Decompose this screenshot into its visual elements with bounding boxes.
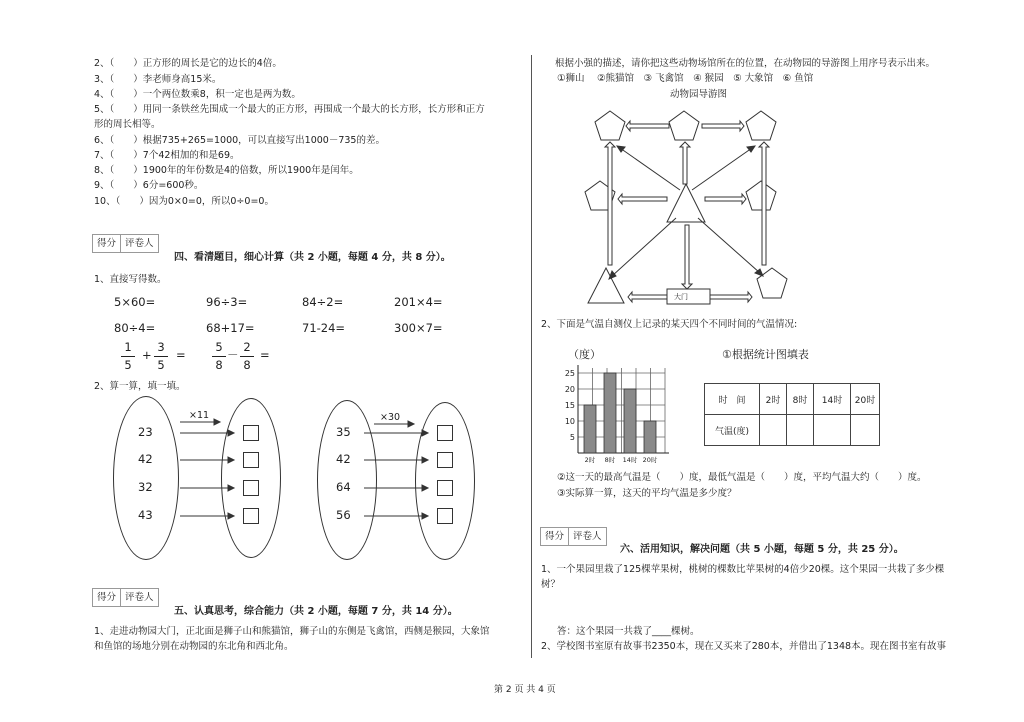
table-input-cell[interactable] — [851, 415, 880, 446]
input-number: 32 — [138, 480, 153, 494]
y-tick-label: 25 — [564, 369, 575, 378]
answer-box[interactable] — [243, 480, 259, 496]
calc-item: 84÷2= — [302, 295, 344, 309]
numerator: 5 — [215, 340, 223, 354]
zoo-legend: ①狮山 ②熊猫馆 ③ 飞禽馆 ④ 猴园 ⑤ 大象馆 ⑥ 鱼馆 — [557, 73, 814, 84]
input-number: 43 — [138, 508, 153, 522]
answer-box[interactable] — [243, 508, 259, 524]
denominator: 8 — [215, 358, 223, 372]
pentagon-ne — [746, 111, 776, 140]
score-box — [92, 588, 159, 607]
pentagon-nw — [595, 111, 625, 140]
score-box — [92, 234, 159, 253]
fraction — [240, 340, 254, 373]
temperature-q2: ②这一天的最高气温是（ ）度，最低气温是（ ）度，平均气温大约（ ）度。 — [557, 472, 927, 483]
temperature-q3: ③实际算一算，这天的平均气温是多少度？ — [557, 488, 737, 499]
score-label: 得分 — [541, 528, 569, 545]
denominator: 5 — [124, 358, 132, 372]
bar — [584, 405, 596, 453]
x-tick-label: 14时 — [622, 456, 638, 464]
operator: + — [142, 348, 152, 362]
x-tick-label: 20时 — [642, 456, 658, 464]
input-number: 42 — [336, 452, 351, 466]
table-header-cell: 14时 — [814, 384, 851, 415]
column-divider — [531, 55, 532, 658]
chart-unit: （度） — [568, 348, 601, 361]
calc-item: 96÷3= — [206, 295, 248, 309]
calc-item: 300×7= — [394, 321, 443, 335]
output-ellipse — [221, 398, 281, 558]
section4-q2: 2、算一算，填一填。 — [94, 381, 186, 392]
zoo-map-title: 动物园导游图 — [670, 89, 728, 100]
grader-label: 评卷人 — [125, 238, 154, 249]
answer-box[interactable] — [437, 425, 453, 441]
fraction — [154, 340, 168, 373]
denominator: 5 — [157, 358, 165, 372]
denominator: 8 — [243, 358, 251, 372]
table-task: ①根据统计图填表 — [722, 348, 809, 361]
judge-item: 形的周长相等。 — [94, 119, 161, 130]
operation-label: ×11 — [189, 410, 210, 421]
section4-title: 四、看清题目，细心计算（共 2 小题，每题 4 分，共 8 分）。 — [174, 252, 451, 263]
answer-box[interactable] — [243, 425, 259, 441]
sw-triangle — [588, 268, 624, 303]
grader-label: 评卷人 — [125, 592, 154, 603]
table-input-cell[interactable] — [814, 415, 851, 446]
bar — [604, 373, 616, 453]
x-tick-label: 2时 — [584, 456, 596, 464]
table-input-cell[interactable] — [787, 415, 814, 446]
table-input-cell[interactable] — [760, 415, 787, 446]
fraction — [121, 340, 135, 373]
judge-item: 9、（ ）6分=600秒。 — [94, 180, 204, 191]
score-label: 得分 — [93, 235, 121, 252]
judge-item: 3、（ ）李老师身高15米。 — [94, 74, 222, 85]
pentagon-e — [746, 181, 776, 210]
input-number: 35 — [336, 425, 351, 439]
section6-q1-line2: 树？ — [541, 579, 561, 590]
gate-label: 大门 — [674, 293, 688, 301]
section6-q1-line1: 1、一个果园里栽了125棵苹果树，桃树的棵数比苹果树的4倍少20棵。这个果园一共栽了多少棵 — [541, 564, 945, 575]
equals: = — [176, 348, 186, 362]
input-number: 56 — [336, 508, 351, 522]
score-box — [540, 527, 607, 546]
answer-box[interactable] — [437, 508, 453, 524]
temperature-question: 2、下面是气温自测仪上记录的某天四个不同时间的气温情况: — [541, 319, 798, 330]
section5-title: 五、认真思考，综合能力（共 2 小题，每题 7 分，共 14 分）。 — [174, 606, 458, 617]
operation-label: ×30 — [380, 412, 401, 423]
zoo-intro: 根据小强的描述，请你把这些动物场馆所在的位置，在动物园的导游图上用序号表示出来。 — [555, 58, 936, 69]
table-header-cell: 8时 — [787, 384, 814, 415]
section6-title: 六、活用知识，解决问题（共 5 小题，每题 5 分，共 25 分）。 — [620, 544, 904, 555]
pentagon-n — [669, 111, 699, 140]
numerator: 1 — [124, 340, 132, 354]
input-number: 42 — [138, 452, 153, 466]
table-row-label: 气温(度) — [705, 415, 760, 446]
page-footer: 第 2 页 共 4 页 — [494, 685, 556, 695]
calc-item: 5×60= — [114, 295, 156, 309]
y-tick-label: 20 — [564, 385, 575, 394]
answer-box[interactable] — [437, 480, 453, 496]
answer-box[interactable] — [437, 452, 453, 468]
input-ellipse — [113, 396, 179, 560]
section6-answer: 答：这个果园一共栽了____棵树。 — [557, 626, 700, 637]
x-tick-label: 8时 — [604, 456, 616, 464]
answer-box[interactable] — [243, 452, 259, 468]
section4-q1: 1、直接写得数。 — [94, 274, 167, 285]
numerator: 3 — [157, 340, 165, 354]
section6-q2: 2、学校图书室原有故事书2350本，现在又买来了280本，并借出了1348本。现在图书室有故事 — [541, 641, 947, 652]
judge-item: 2、（ ）正方形的周长是它的边长的4倍。 — [94, 58, 282, 69]
operator: － — [227, 348, 239, 362]
bar — [624, 389, 636, 453]
table-header-cell: 2时 — [760, 384, 787, 415]
calc-item: 80÷4= — [114, 321, 156, 335]
y-tick-label: 15 — [564, 401, 575, 410]
input-number: 23 — [138, 425, 153, 439]
score-label: 得分 — [93, 589, 121, 606]
judge-item: 5、（ ）用同一条铁丝先围成一个最大的正方形，再围成一个最大的长方形，长方形和正方 — [94, 104, 485, 115]
fraction — [212, 340, 226, 373]
table-header-cell: 20时 — [851, 384, 880, 415]
judge-item: 7、（ ）7个42相加的和是69。 — [94, 150, 240, 161]
grader-label: 评卷人 — [573, 531, 602, 542]
bar — [644, 421, 656, 453]
input-number: 64 — [336, 480, 351, 494]
section5-q1-line1: 1、走进动物园大门，正北面是狮子山和熊猫馆，狮子山的东侧是飞禽馆，西侧是猴园，大象馆 — [94, 626, 490, 637]
y-tick-label: 10 — [564, 417, 575, 426]
table-header-cell: 时 间 — [705, 384, 760, 415]
judge-item: 10、（ ）因为0×0=0，所以0÷0=0。 — [94, 196, 274, 207]
calc-item: 71-24= — [302, 321, 346, 335]
y-tick-label: 5 — [569, 433, 575, 442]
calc-item: 201×4= — [394, 295, 443, 309]
section5-q1-line2: 和鱼馆的场地分别在动物园的东北角和西北角。 — [94, 641, 294, 652]
calc-item: 68+17= — [206, 321, 255, 335]
judge-item: 8、（ ）1900年的年份数是4的倍数，所以1900年是闰年。 — [94, 165, 359, 176]
temperature-table — [704, 383, 880, 446]
numerator: 2 — [243, 340, 251, 354]
equals: = — [260, 348, 270, 362]
center-triangle — [667, 184, 705, 222]
judge-item: 4、（ ）一个两位数乘8，积一定也是两为数。 — [94, 89, 301, 100]
judge-item: 6、（ ）根据735+265=1000，可以直接写出1000－735的差。 — [94, 135, 385, 146]
